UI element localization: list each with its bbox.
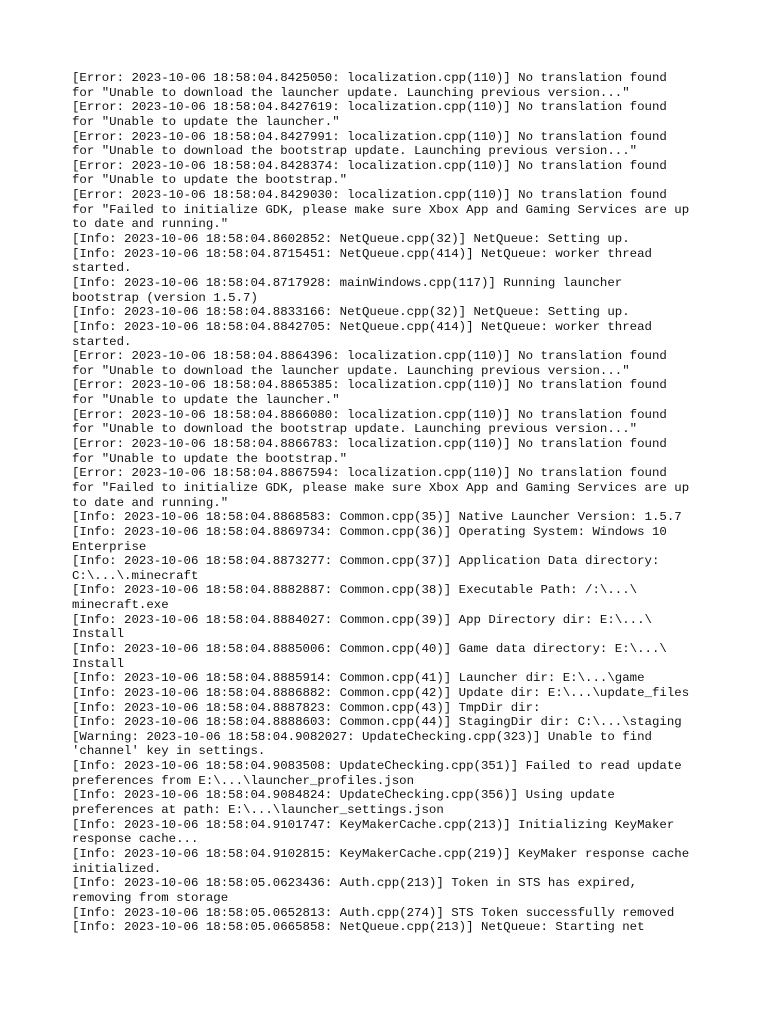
log-line: for "Unable to download the bootstrap update. Launching previous version...": [72, 144, 638, 159]
log-line: [Error: 2023-10-06 18:58:04.8867594: localization.cpp(110)] No translation found: [72, 466, 667, 481]
log-line: [Info: 2023-10-06 18:58:04.9102815: KeyMakerCache.cpp(219)] KeyMaker response cache: [72, 846, 690, 861]
log-line: for "Unable to update the bootstrap.": [72, 173, 348, 188]
log-line: [Error: 2023-10-06 18:58:04.8427991: localization.cpp(110)] No translation found: [72, 129, 667, 144]
log-line: [Info: 2023-10-06 18:58:05.0652813: Auth.cpp(274)] STS Token successfully removed: [72, 905, 675, 920]
log-line: preferences at path: E:\...\launcher_settings.json: [72, 803, 444, 818]
log-line: bootstrap (version 1.5.7): [72, 290, 258, 305]
log-line: minecraft.exe: [72, 598, 169, 613]
log-line: [Error: 2023-10-06 18:58:04.8866783: localization.cpp(110)] No translation found: [72, 437, 667, 452]
log-line: [Info: 2023-10-06 18:58:04.8717928: mainWindows.cpp(117)] Running launcher: [72, 275, 623, 290]
log-line: [Error: 2023-10-06 18:58:04.8425050: localization.cpp(110)] No translation found: [72, 71, 667, 85]
log-line: [Info: 2023-10-06 18:58:04.8885006: Common.cpp(40)] Game data directory: E:\...\: [72, 641, 667, 656]
log-line: for "Failed to initialize GDK, please make sure Xbox App and Gaming Services are up: [72, 480, 690, 495]
log-line: for "Unable to update the launcher.": [72, 393, 340, 408]
log-line: [Error: 2023-10-06 18:58:04.8428374: localization.cpp(110)] No translation found: [72, 158, 667, 173]
log-line: [Info: 2023-10-06 18:58:04.8884027: Common.cpp(39)] App Directory dir: E:\...\: [72, 612, 652, 627]
log-line: for "Unable to download the bootstrap update. Launching previous version...": [72, 422, 638, 437]
log-line: [Info: 2023-10-06 18:58:04.8833166: NetQueue.cpp(32)] NetQueue: Setting up.: [72, 305, 630, 320]
log-line: C:\...\.minecraft: [72, 568, 199, 583]
log-line: [Info: 2023-10-06 18:58:04.8886882: Common.cpp(42)] Update dir: E:\...\update_files: [72, 685, 690, 700]
log-line: [Info: 2023-10-06 18:58:04.8887823: Common.cpp(43)] TmpDir dir:: [72, 700, 541, 715]
log-line: [Info: 2023-10-06 18:58:04.9101747: KeyMakerCache.cpp(213)] Initializing KeyMaker: [72, 817, 675, 832]
log-line: [Error: 2023-10-06 18:58:04.8864396: localization.cpp(110)] No translation found: [72, 349, 667, 364]
log-line: [Error: 2023-10-06 18:58:04.8865385: localization.cpp(110)] No translation found: [72, 378, 667, 393]
log-line: to date and running.": [72, 217, 229, 232]
log-line: for "Unable to download the launcher update. Launching previous version...": [72, 363, 630, 378]
log-line: to date and running.": [72, 495, 229, 510]
log-line: [Info: 2023-10-06 18:58:04.8715451: NetQueue.cpp(414)] NetQueue: worker thread: [72, 246, 652, 261]
log-line: started.: [72, 334, 132, 349]
log-line: started.: [72, 261, 132, 276]
log-line: [Info: 2023-10-06 18:58:04.8873277: Common.cpp(37)] Application Data directory:: [72, 554, 660, 569]
log-line: [Info: 2023-10-06 18:58:04.8842705: NetQueue.cpp(414)] NetQueue: worker thread: [72, 319, 652, 334]
log-line: [Error: 2023-10-06 18:58:04.8427619: localization.cpp(110)] No translation found: [72, 100, 667, 115]
log-line: [Info: 2023-10-06 18:58:04.9084824: UpdateChecking.cpp(356)] Using update: [72, 788, 615, 803]
log-line: [Info: 2023-10-06 18:58:05.0623436: Auth.cpp(213)] Token in STS has expired,: [72, 876, 638, 891]
log-line: [Error: 2023-10-06 18:58:04.8429030: localization.cpp(110)] No translation found: [72, 188, 667, 203]
log-line: preferences from E:\...\launcher_profiles.json: [72, 773, 415, 788]
log-line: for "Unable to update the launcher.": [72, 114, 340, 129]
log-line: response cache...: [72, 832, 199, 847]
log-line: Install: [72, 627, 125, 642]
log-line: initialized.: [72, 861, 162, 876]
log-line: [Info: 2023-10-06 18:58:04.8869734: Common.cpp(36)] Operating System: Windows 10: [72, 524, 667, 539]
log-line: [Info: 2023-10-06 18:58:04.8602852: NetQueue.cpp(32)] NetQueue: Setting up.: [72, 232, 630, 247]
log-line: Enterprise: [72, 539, 147, 554]
log-line: [Info: 2023-10-06 18:58:05.0665858: NetQueue.cpp(213)] NetQueue: Starting net: [72, 920, 645, 935]
log-text-block: [72, 71, 712, 935]
log-line: [Info: 2023-10-06 18:58:04.8888603: Common.cpp(44)] StagingDir dir: C:\...\staging: [72, 715, 682, 730]
log-line: [Info: 2023-10-06 18:58:04.8885914: Common.cpp(41)] Launcher dir: E:\...\game: [72, 671, 645, 686]
log-line: [Info: 2023-10-06 18:58:04.8868583: Common.cpp(35)] Native Launcher Version: 1.5.7: [72, 510, 682, 525]
log-line: [Info: 2023-10-06 18:58:04.8882887: Common.cpp(38)] Executable Path: /:\...\: [72, 583, 638, 598]
log-line: for "Unable to download the launcher update. Launching previous version...": [72, 85, 630, 100]
log-line: for "Unable to update the bootstrap.": [72, 451, 348, 466]
log-line: [Warning: 2023-10-06 18:58:04.9082027: UpdateChecking.cpp(323)] Unable to find: [72, 729, 652, 744]
log-line: for "Failed to initialize GDK, please make sure Xbox App and Gaming Services are up: [72, 202, 690, 217]
log-line: removing from storage: [72, 890, 229, 905]
log-line: [Error: 2023-10-06 18:58:04.8866080: localization.cpp(110)] No translation found: [72, 407, 667, 422]
log-line: [Info: 2023-10-06 18:58:04.9083508: UpdateChecking.cpp(351)] Failed to read update: [72, 759, 682, 774]
log-line: Install: [72, 656, 125, 671]
log-line: 'channel' key in settings.: [72, 744, 266, 759]
